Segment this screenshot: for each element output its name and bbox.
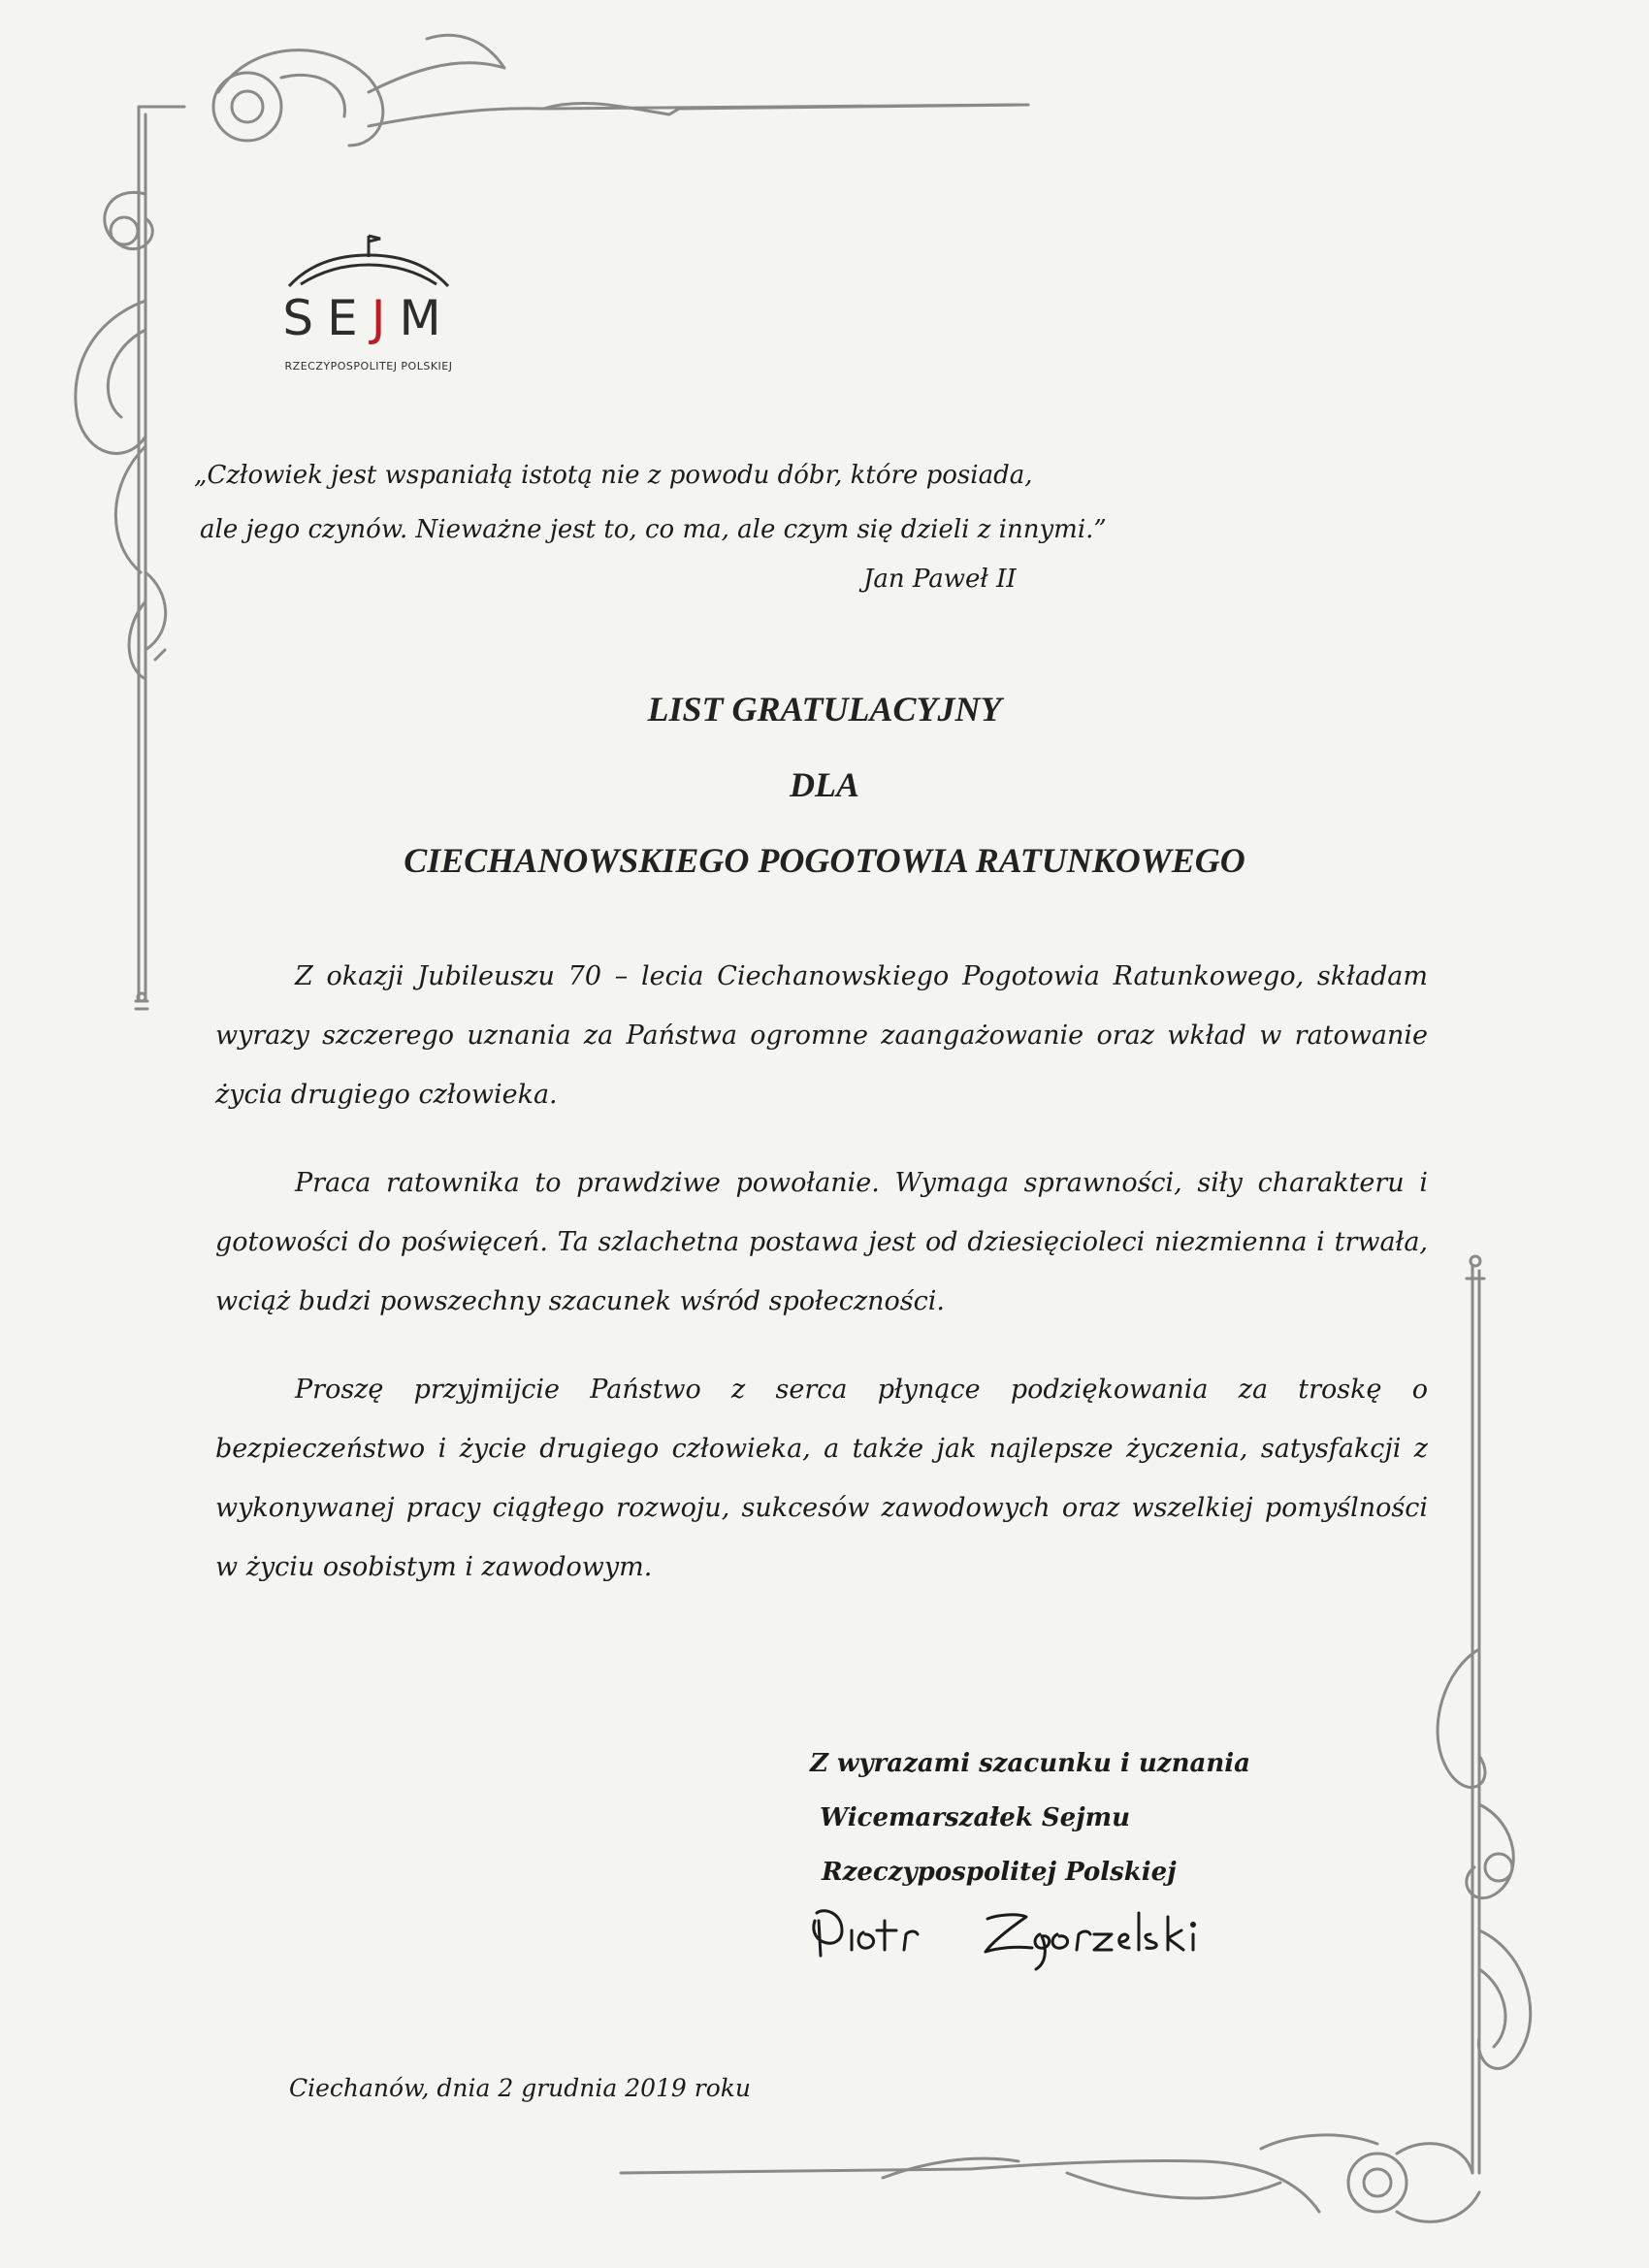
letter-body bbox=[215, 947, 1428, 1626]
closing-line-2: Wicemarszałek Sejmu bbox=[820, 1803, 1131, 1832]
title-line-2: DLA bbox=[790, 765, 859, 804]
body-paragraph-2: Praca ratownika to prawdziwe powołanie. Wymaga sprawności, siły charakteru i gotowości do poświęceń. Ta szlachetna postawa jest od dziesięcioleci niezmienna i trwała, wciąż budzi powszechny szacunek wśród społeczności. bbox=[215, 1168, 1428, 1316]
motto-quote bbox=[194, 448, 1164, 557]
place-and-date: Ciechanów, dnia 2 grudnia 2019 roku bbox=[289, 2074, 752, 2102]
logo-subtitle: RZECZYPOSPOLITEJ POLSKIEJ bbox=[284, 360, 453, 373]
letter-title bbox=[291, 671, 1358, 898]
handwritten-signature bbox=[803, 1892, 1269, 1979]
closing-block bbox=[810, 1736, 1250, 1899]
body-paragraph-1: Z okazji Jubileuszu 70 – lecia Ciechanowskiego Pogotowia Ratunkowego, składam wyrazy szczerego uznania za Państwa ogromne zaangażowanie oraz wkład w ratowanie życia drugiego człowieka. bbox=[215, 961, 1428, 1110]
quote-line-1: „Człowiek jest wspaniałą istotą nie z powodu dóbr, które posiada, bbox=[194, 461, 1033, 490]
logo-wordmark: SEJM bbox=[282, 290, 455, 346]
quote-author: Jan Paweł II bbox=[863, 565, 1017, 594]
parliament-dome-icon bbox=[272, 228, 466, 296]
title-line-3: CIECHANOWSKIEGO POGOTOWIA RATUNKOWEGO bbox=[404, 841, 1245, 880]
quote-line-2: ale jego czynów. Nieważne jest to, co ma, ale czym się dzieli z innymi.” bbox=[200, 515, 1107, 544]
body-paragraph-3: Proszę przyjmijcie Państwo z serca płynące podziękowania za troskę o bezpieczeństwo i życie drugiego człowieka, a także jak najlepsze życzenia, satysfakcji z wykonywanej pracy ciągłego rozwoju, sukcesów zawodowych oraz wszelkiej pomyślności w życiu osobistym i zawodowym. bbox=[215, 1375, 1428, 1582]
closing-line-3: Rzeczypospolitej Polskiej bbox=[822, 1858, 1177, 1887]
title-line-1: LIST GRATULACYJNY bbox=[647, 690, 1002, 729]
sejm-logo bbox=[272, 228, 466, 373]
closing-line-1: Z wyrazami szacunku i uznania bbox=[810, 1749, 1250, 1778]
